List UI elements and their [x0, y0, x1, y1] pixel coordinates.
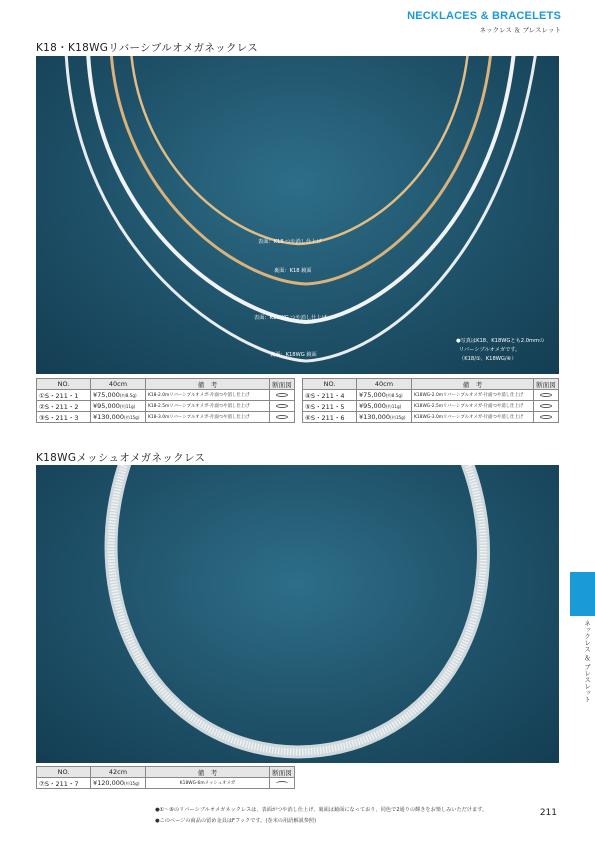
- col-header-notes: 備 考: [146, 767, 270, 778]
- item-weight: (約11g): [119, 404, 136, 409]
- col-header-length: 40cm: [91, 379, 146, 390]
- photo-note-line1: ●写真はK18、K18WGとも2.0mmの: [456, 338, 545, 344]
- item-number: ③S・211・3: [37, 412, 91, 423]
- label-k18-mirror: 裏面：K18 鏡面: [274, 268, 312, 274]
- cross-section-icon: [276, 404, 288, 408]
- item-weight: (約15g): [390, 415, 406, 420]
- cross-section-icon: [540, 415, 552, 419]
- table-row: [37, 412, 295, 423]
- label-k18wg-matte: 表面：K18WG つや消し仕上げ: [254, 315, 327, 321]
- section-title-mesh: K18WGメッシュオメガネックレス: [36, 452, 206, 464]
- necklace-illustration: [36, 56, 559, 374]
- col-header-notes: 備 考: [412, 379, 534, 390]
- item-price: ¥95,000: [359, 402, 386, 410]
- mesh-necklace-photo: [36, 465, 559, 763]
- header-subtitle: ネックレス ＆ ブレスレット: [479, 26, 561, 34]
- table-row: [37, 390, 295, 401]
- side-category-tab: [570, 572, 595, 616]
- cross-section-icon: [540, 393, 552, 397]
- item-note: K18WG-3.0mリバーシブルオメガ-片面つや消し仕上げ: [412, 412, 534, 423]
- item-weight: (約15g): [124, 781, 140, 786]
- item-number: ②S・211・2: [37, 401, 91, 412]
- item-weight: (約8.5g): [119, 393, 137, 398]
- side-category-label: ネックレス ＆ ブレスレット: [583, 620, 591, 703]
- spec-table-k18: [36, 378, 295, 423]
- col-header-section: 断面図: [270, 379, 295, 390]
- footnote-1: ●①〜⑥のリバーシブルオメガネックレスは、表面がつや消し仕上げ、裏面は鏡面になっており、同色で2通りの輝きをお楽しみいただけます。: [155, 807, 488, 813]
- label-k18wg-mirror: 裏面：K18WG 鏡面: [270, 352, 317, 358]
- col-header-no: NO.: [37, 767, 91, 778]
- col-header-notes: 備 考: [146, 379, 270, 390]
- item-number: ⑤S・211・5: [303, 401, 357, 412]
- col-header-section: 断面図: [534, 379, 559, 390]
- col-header-no: NO.: [303, 379, 357, 390]
- item-note: K18-2.5mリバーシブルオメガ-片面つや消し仕上げ: [146, 401, 270, 412]
- table-row: [303, 412, 559, 423]
- cross-section-icon: [276, 415, 288, 419]
- table-row: [37, 778, 295, 789]
- item-price: ¥120,000: [93, 779, 125, 787]
- table-row: [303, 390, 559, 401]
- item-price: ¥95,000: [93, 402, 120, 410]
- item-note: K18WG-2.0mリバーシブルオメガ-片面つや消し仕上げ: [412, 390, 534, 401]
- item-note: K18-3.0mリバーシブルオメガ-片面つや消し仕上げ: [146, 412, 270, 423]
- section-title-reversible: K18・K18WGリバーシブルオメガネックレス: [36, 42, 259, 54]
- cross-section-icon: [276, 781, 288, 786]
- label-k18-matte: 表面：K18 つや消し仕上げ: [258, 239, 322, 245]
- item-weight: (約15g): [124, 415, 140, 420]
- table-row: [303, 401, 559, 412]
- item-number: ⑦S・211・7: [37, 778, 91, 789]
- spec-table-k18wg: [302, 378, 559, 423]
- photo-note-line2: リバーシブルオメガです。: [459, 347, 521, 353]
- item-weight: (約11g): [385, 404, 402, 409]
- footnote-2: ●このページの商品の留め金具はFフックです。(巻末の用語解説参照): [155, 818, 317, 824]
- photo-note-line3: （K18/①、K18WG/④）: [459, 356, 517, 362]
- item-number: ⑥S・211・6: [303, 412, 357, 423]
- item-note: K18WG-6mメッシュオメガ: [146, 778, 270, 789]
- page-number: 211: [539, 808, 557, 818]
- col-header-section: 断面図: [270, 767, 295, 778]
- reversible-necklace-photo: [36, 56, 559, 374]
- mesh-necklace-illustration: [36, 465, 559, 763]
- col-header-length: 40cm: [357, 379, 412, 390]
- cross-section-icon: [276, 393, 288, 397]
- item-note: K18WG-2.5mリバーシブルオメガ-片面つや消し仕上げ: [412, 401, 534, 412]
- col-header-length: 42cm: [91, 767, 146, 778]
- item-price: ¥75,000: [359, 391, 386, 399]
- item-number: ①S・211・1: [37, 390, 91, 401]
- item-price: ¥130,000: [359, 413, 391, 421]
- item-price: ¥75,000: [93, 391, 120, 399]
- item-weight: (約8.5g): [385, 393, 403, 398]
- table-row: [37, 401, 295, 412]
- item-price: ¥130,000: [93, 413, 125, 421]
- header-title: NECKLACES & BRACELETS: [407, 10, 561, 22]
- item-note: K18-2.0mリバーシブルオメガ-片面つや消し仕上げ: [146, 390, 270, 401]
- col-header-no: NO.: [37, 379, 91, 390]
- spec-table-mesh: [36, 766, 295, 789]
- item-number: ④S・211・4: [303, 390, 357, 401]
- cross-section-icon: [540, 404, 552, 408]
